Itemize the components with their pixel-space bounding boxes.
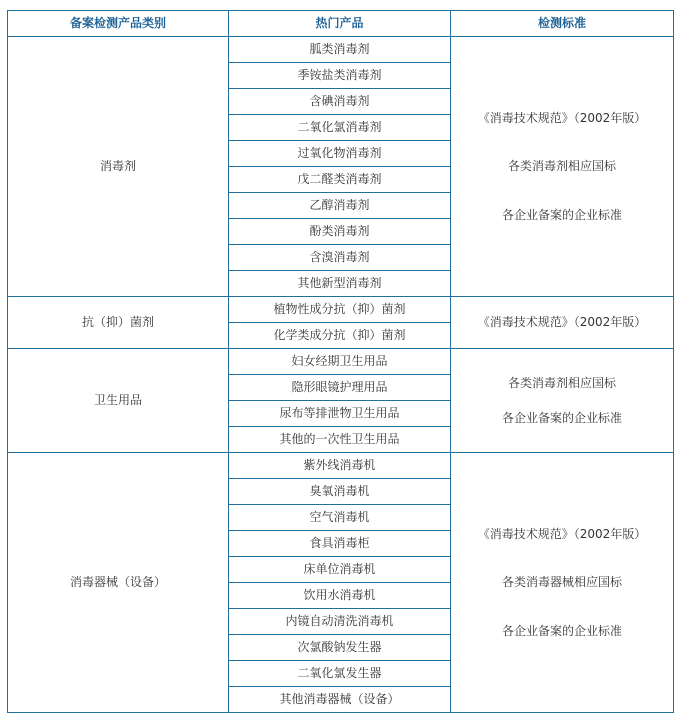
product-cell: 床单位消毒机 [229, 557, 451, 583]
product-cell: 妇女经期卫生用品 [229, 349, 451, 375]
standard-cell [451, 453, 674, 713]
standard-text: 《消毒技术规范》（2002年版） [477, 110, 647, 125]
standard-text: 各企业备案的企业标准 [501, 411, 622, 425]
header-category: 备案检测产品类别 [8, 11, 229, 37]
product-cell: 食具消毒柜 [229, 531, 451, 557]
standard-text: 各类消毒器械相应国标 [501, 575, 622, 590]
table-row [8, 297, 674, 323]
category-cell: 消毒剂 [8, 37, 229, 297]
product-cell: 尿布等排泄物卫生用品 [229, 401, 451, 427]
product-cell: 次氯酸钠发生器 [229, 635, 451, 661]
category-cell: 卫生用品 [8, 349, 229, 453]
product-cell: 二氧化氯发生器 [229, 661, 451, 687]
product-cell: 胍类消毒剂 [229, 37, 451, 63]
product-cell: 臭氧消毒机 [229, 479, 451, 505]
product-cell: 化学类成分抗（抑）菌剂 [229, 323, 451, 349]
product-cell: 含碘消毒剂 [229, 89, 451, 115]
product-cell: 其他的一次性卫生用品 [229, 427, 451, 453]
standard-text: 各类消毒剂相应国标 [507, 159, 616, 174]
standard-cell [451, 349, 674, 453]
product-standards-table [7, 10, 674, 713]
product-cell: 酚类消毒剂 [229, 219, 451, 245]
standard-text: 各类消毒剂相应国标 [507, 375, 616, 390]
product-cell: 其他新型消毒剂 [229, 271, 451, 297]
standard-text: 各企业备案的企业标准 [501, 623, 622, 638]
table-row [8, 453, 674, 479]
product-cell: 内镜自动清洗消毒机 [229, 609, 451, 635]
product-cell: 其他消毒器械（设备） [229, 687, 451, 713]
header-row [8, 11, 674, 37]
standard-text: 《消毒技术规范》（2002年版） [477, 526, 647, 541]
header-product: 热门产品 [229, 11, 451, 37]
product-cell: 含溴消毒剂 [229, 245, 451, 271]
product-cell: 季铵盐类消毒剂 [229, 63, 451, 89]
standard-text: 《消毒技术规范》（2002年版） [477, 315, 647, 330]
product-cell: 紫外线消毒机 [229, 453, 451, 479]
product-cell: 饮用水消毒机 [229, 583, 451, 609]
product-cell: 乙醇消毒剂 [229, 193, 451, 219]
header-standard: 检测标准 [451, 11, 674, 37]
product-cell: 二氧化氯消毒剂 [229, 115, 451, 141]
table-row [8, 37, 674, 63]
category-cell: 消毒器械（设备） [8, 453, 229, 713]
standard-text: 各企业备案的企业标准 [501, 207, 622, 222]
standard-cell [451, 37, 674, 297]
product-cell: 隐形眼镜护理用品 [229, 375, 451, 401]
table-row [8, 349, 674, 375]
standard-cell [451, 297, 674, 349]
product-cell: 过氧化物消毒剂 [229, 141, 451, 167]
product-cell: 植物性成分抗（抑）菌剂 [229, 297, 451, 323]
product-cell: 空气消毒机 [229, 505, 451, 531]
category-cell: 抗（抑）菌剂 [8, 297, 229, 349]
product-cell: 戊二醛类消毒剂 [229, 167, 451, 193]
